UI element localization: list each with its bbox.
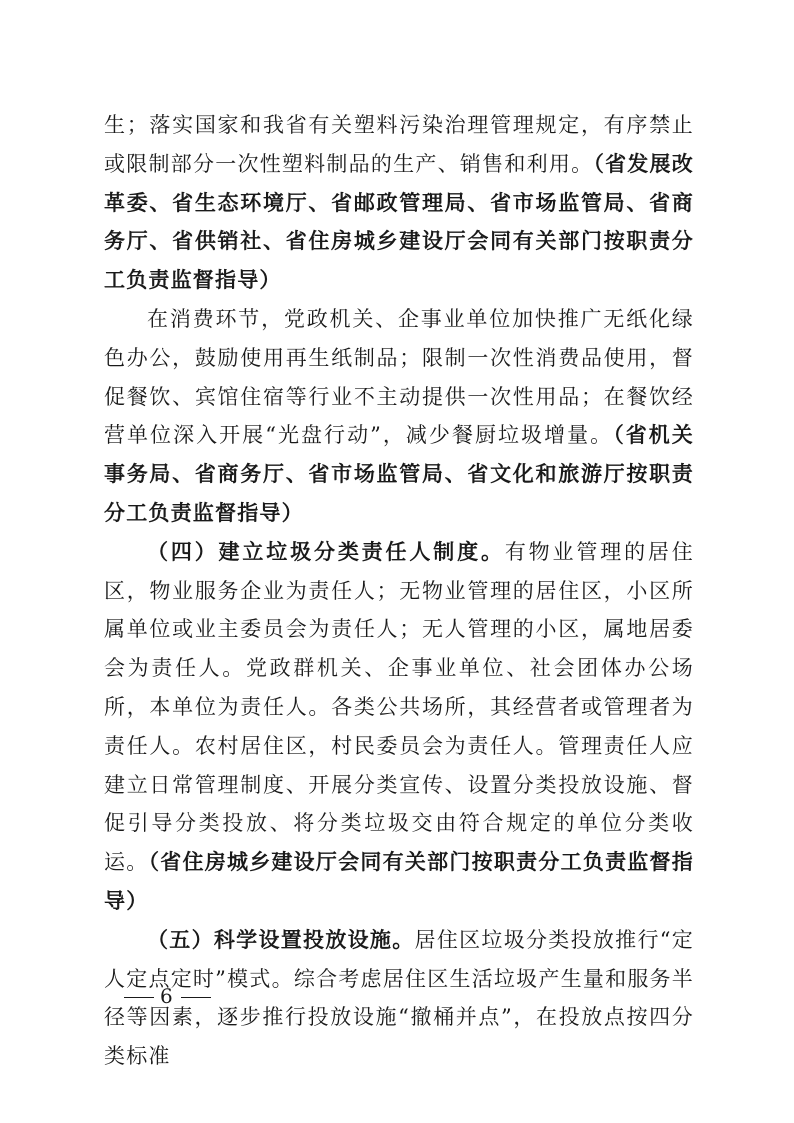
page-footer (118, 984, 217, 1008)
page-number: 6 (160, 984, 175, 1008)
paragraph-text: 有物业管理的居住区，物业服务企业为责任人；无物业管理的居住区，小区所属单位或业主委员会为责任人；无人管理的小区，属地居委会为责任人。党政群机关、企事业单位、社会团体办公场所，本单位为责任人。各类公共场所，其经营者或管理者为责任人。农村居住区，村民委员会为责任人。管理责任人应建立日常管理制度、开展分类宣传、设置分类投放设施、督促引导分类投放、将分类垃圾交由符合规定的单位分类收运。 (104, 539, 694, 875)
section-heading: （四）建立垃圾分类责任人制度。 (147, 538, 505, 564)
responsibility-note: （省发展改革委、省生态环境厅、省邮政管理局、省市场监管局、省商务厅、省供销社、省住房城乡建设厅会同有关部门按职责分工负责监督指导） (104, 150, 694, 293)
responsibility-note: （省住房城乡建设厅会同有关部门按职责分工负责监督指导） (104, 849, 694, 913)
paragraph-consumption (104, 300, 694, 533)
section-heading: （五）科学设置投放设施。 (147, 926, 415, 952)
paragraph-section-4 (104, 533, 694, 921)
paragraph-text: 生；落实国家和我省有关塑料污染治理管理规定，有序禁止或限制部分一次性塑料制品的生产、销售和利用。 (104, 113, 694, 176)
dash-left (124, 997, 154, 998)
document-body (104, 106, 694, 1076)
paragraph-text: 在消费环节，党政机关、企事业单位加快推广无纸化绿色办公，鼓励使用再生纸制品；限制一次性消费品使用，督促餐饮、宾馆住宿等行业不主动提供一次性用品；在餐饮经营单位深入开展“光盘行动”，减少餐厨垃圾增量。 (104, 306, 694, 448)
paragraph-plastic-pollution (104, 106, 694, 300)
paragraph-text: 居住区垃圾分类投放推行“定人定点定时”模式。综合考虑居住区生活垃圾产生量和服务半径等因素，逐步推行投放设施“撤桶并点”，在投放点按四分类标准 (104, 927, 694, 1069)
responsibility-note: （省机关事务局、省商务厅、省市场监管局、省文化和旅游厅按职责分工负责监督指导） (104, 422, 694, 525)
dash-right (181, 997, 211, 998)
